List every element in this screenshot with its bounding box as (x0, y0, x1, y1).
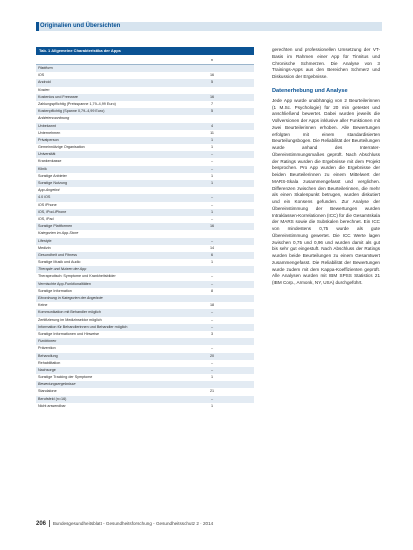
table-row-count: 21 (209, 389, 215, 394)
table-row (36, 194, 254, 201)
table-row-label: Vermischte App-Funktionalitäten (38, 281, 91, 286)
table-row (36, 87, 254, 94)
table-group-heading: Therapie und Nutzen der App (38, 267, 87, 272)
table-row-count: 1 (210, 181, 214, 185)
table-row (36, 324, 254, 331)
table-row (36, 302, 254, 309)
table-row-label: Therapeutisch: Symptome und Krankheitsbilder (38, 274, 116, 279)
footer-divider (49, 520, 50, 527)
table-group-heading: Kosten (38, 87, 50, 92)
table-row (36, 144, 254, 151)
table-row (36, 295, 254, 302)
table-row-count: 1 (210, 375, 214, 380)
table-row-label: Berufsfeld (n=16) (38, 396, 67, 401)
table-row (36, 216, 254, 223)
table-group-heading: Plattform (38, 66, 53, 70)
table-row-count: – (210, 152, 214, 157)
table-row (36, 252, 254, 259)
table-row (36, 137, 254, 144)
table-row-label: Medizin (38, 245, 51, 250)
table-row-count: – (210, 317, 214, 322)
table-row (36, 353, 254, 360)
table-header-row (36, 55, 254, 65)
table-row-count: 18 (209, 303, 215, 308)
table-row-label: Unbekannt (38, 123, 56, 128)
table-row-count: 1 (210, 260, 214, 265)
table-row-count: – (210, 195, 214, 200)
table-row-count: 7 (210, 101, 214, 106)
table-row (36, 79, 254, 86)
table-row-label: Sonstige Musik und Audio (38, 260, 81, 265)
table-row-label: Sonstige Anbieter (38, 173, 67, 178)
table-row (36, 374, 254, 381)
table-row-label: iOS, iPod-iPhone (38, 209, 67, 214)
paragraph-intro: gerechten und professionellen Umsetzung der VT-Basis im Rahmen einer App für Tinnitus und Chronische Schmerzen. Die Analyse von 3 Trainings-Apps aus den Bereichen Schmerz und Diskussion der Ergebnisse. (272, 47, 380, 79)
table-row (36, 309, 254, 316)
table-row-count: – (210, 159, 214, 164)
table-row-label: Standalone (38, 389, 57, 394)
table-row-count: – (210, 166, 214, 171)
table-row (36, 273, 254, 280)
table-row (36, 367, 254, 374)
table-row-count: – (210, 281, 214, 286)
table-group-heading: Funktionen (38, 339, 57, 344)
table-row (36, 130, 254, 137)
right-text-column (272, 47, 380, 287)
table-row-count: 1 (210, 145, 214, 150)
table-row-count: 1 (210, 137, 214, 142)
table-body (36, 65, 254, 410)
table-row-count: 8 (210, 288, 214, 293)
table-row-count: 16 (209, 94, 215, 99)
table-row-count: 16 (209, 224, 215, 229)
table-row-count: – (210, 274, 214, 279)
table-group-heading: App-Angebot (38, 188, 60, 193)
table-row-label: Krankenkasse (38, 159, 62, 164)
table-row-count: 1 (210, 209, 214, 214)
table-row-count: – (210, 346, 214, 351)
table-row-count: – (210, 310, 214, 315)
table-row-label: Nachsorge (38, 367, 56, 372)
section-header: Originalien und Übersichten (40, 23, 121, 29)
table-row-count: 4 (210, 123, 214, 128)
table-row-label: Behandlung (38, 353, 58, 358)
table-row (36, 331, 254, 338)
table-row-label: Sonstige Informationen und Hinweise (38, 331, 100, 336)
table-row-label: Kostenlos und Freeware (38, 94, 78, 99)
journal-citation: Bundesgesundheitsblatt - Gesundheitsforschung - Gesundheitsschutz 2 · 2014 (52, 521, 214, 526)
app-characteristics-table (36, 47, 254, 410)
table-row-label: iOS (38, 73, 45, 78)
table-row (36, 94, 254, 101)
table-row (36, 123, 254, 130)
table-row (36, 209, 254, 216)
table-row-label: Nicht anwendbar (38, 403, 66, 408)
table-group-heading: Bewertungsergebnisse (38, 382, 76, 387)
table-row-label: Rehabilitation (38, 360, 61, 365)
table-row (36, 101, 254, 108)
table-row (36, 187, 254, 194)
table-row-label: Universität (38, 152, 56, 157)
table-row-count: 14 (209, 245, 215, 250)
table-row (36, 403, 254, 410)
table-row (36, 288, 254, 295)
table-row-label: Privatperson (38, 137, 59, 142)
subheading-data-collection: Datenerhebung und Analyse (272, 87, 348, 94)
table-row (36, 65, 254, 72)
table-row (36, 266, 254, 273)
table-row (36, 151, 254, 158)
table-row-label: Sonstige Plattformen (38, 224, 73, 229)
table-row (36, 360, 254, 367)
table-row (36, 158, 254, 165)
table-row (36, 388, 254, 395)
table-row-count: – (210, 238, 214, 243)
table-row-count: – (210, 367, 214, 372)
table-row-label: Prävention (38, 346, 56, 351)
table-row-label: Lifestyle (38, 238, 52, 243)
page-number: 206 (36, 521, 47, 527)
table-row-label: Zertifizierung im Medizinsektor möglich (38, 317, 102, 322)
table-row-count: 20 (209, 353, 215, 358)
table-row (36, 245, 254, 252)
table-row-count: 1 (210, 403, 214, 408)
table-row-count: – (210, 324, 214, 329)
n-column-header: n (210, 57, 214, 62)
table-row (36, 317, 254, 324)
table-group-heading: Einordnung in Kategorien der Angebote (38, 296, 103, 300)
table-row (36, 173, 254, 180)
table-row-label: Sonstige Tracking der Symptome (38, 375, 93, 380)
table-row (36, 345, 254, 352)
table-row-label: Klinik (38, 166, 47, 171)
table-row-count: 5 (210, 80, 214, 85)
table-row (36, 338, 254, 345)
table-row-count: 6 (210, 252, 214, 257)
table-row (36, 259, 254, 266)
table-row (36, 180, 254, 187)
table-row-count: – (210, 396, 214, 401)
table-row-label: Gemeinnützige Organisation (38, 145, 85, 150)
table-row-label: Gesundheit und Fitness (38, 252, 77, 257)
table-group-heading: Kategorien im App-Store (38, 231, 79, 236)
table-row (36, 230, 254, 237)
table-row-count: 16 (209, 73, 215, 78)
table-row (36, 108, 254, 115)
table-row (36, 238, 254, 245)
table-caption: Tab. 1 Allgemeine Charakteristika der Apps (36, 47, 254, 55)
table-row-count: 5 (210, 109, 214, 114)
table-row-label: Zahlungspflichtig (Preisspanne 1,79–4,99 Euro) (38, 101, 116, 106)
table-row-label: Sonstige Information (38, 288, 72, 293)
table-row (36, 281, 254, 288)
table-row (36, 115, 254, 122)
table-row (36, 72, 254, 79)
table-row-label: 4.0 iOS (38, 195, 51, 200)
table-row-count: 3 (210, 331, 214, 336)
table-row-label: Kommunikation mit Behandler möglich (38, 310, 101, 315)
table-row (36, 381, 254, 388)
table-row-count: – (210, 360, 214, 365)
table-row (36, 396, 254, 403)
table-row-label: Information für Behandlerinnen und Behandler möglich (38, 324, 128, 329)
table-row-label: Keine (38, 303, 48, 308)
table-row (36, 223, 254, 230)
table-row-label: iOS iPhone (38, 202, 57, 207)
table-row-label: Kostenpflichtig (Spanne 0,79–4,99 Euro) (38, 109, 105, 114)
table-row-count: – (210, 216, 214, 221)
table-row (36, 166, 254, 173)
table-row-count: 1 (210, 173, 214, 178)
table-row (36, 202, 254, 209)
page-footer (36, 520, 213, 528)
table-row-label: Android (38, 80, 51, 85)
paragraph-methods: Jede App wurde unabhängig von 2 Beurteilerinnen (1 M.Sc. Psychologie) für 20 min getestet und anschließend bewertet. Dabei wurden jeweils die Vollversionen der Apps inklusive aller Funktionen mit zwei Beurteilerinnen erhoben. Alle Bewertungen erfolgten mit einem standardisierten Beurteilungsbogen. Die Reliabilität der Beurteilungen wurde anhand des Interrater-Übereinstimmungsmaßes geprüft. Nach Abschluss der Ratings wurden die Ergebnisse mit dem Projekt besprochen. Pro App wurden die Ergebnisse der beiden Beurteilerinnen zu einem Mittelwert der MARS-Skala zusammengefasst und verglichen. Differenzen zwischen den Beurteilerinnen, die mehr als einen Skalenpunkt betrugen, wurden diskutiert und ein Konsens gefunden. Zur Analyse der Übereinstimmung der Bewertungen wurden Intraklassen-Korrelationen (ICC) für die Gesamtskala der MARS sowie die Subskalen berechnet. Ein ICC von mindestens 0,75 wurde als gute Übereinstimmung gewertet. Die ICC Werte lagen zwischen 0,75 und 0,96 und wurden damit als gut bis sehr gut eingestuft. Nach Abschluss der Ratings wurden beide Beurteilungen zu einem Gesamtwert zusammengefasst. Die Reliabilität der Bewertungen wurde zudem mit dem Kappa-Koeffizienten geprüft. Alle Analysen wurden mit IBM SPSS Statistics 21 (IBM Corp., Armonk, NY, USA) durchgeführt. (272, 97, 380, 285)
table-row-label: Unternehmen (38, 130, 61, 135)
table-row-count: – (210, 202, 214, 207)
table-group-heading: Anbieterzuordnung (38, 116, 70, 121)
table-row-label: Sonstige Nutzung (38, 181, 68, 185)
table-row-count: 11 (210, 130, 214, 135)
table-row-label: iOS, iPad (38, 216, 54, 221)
